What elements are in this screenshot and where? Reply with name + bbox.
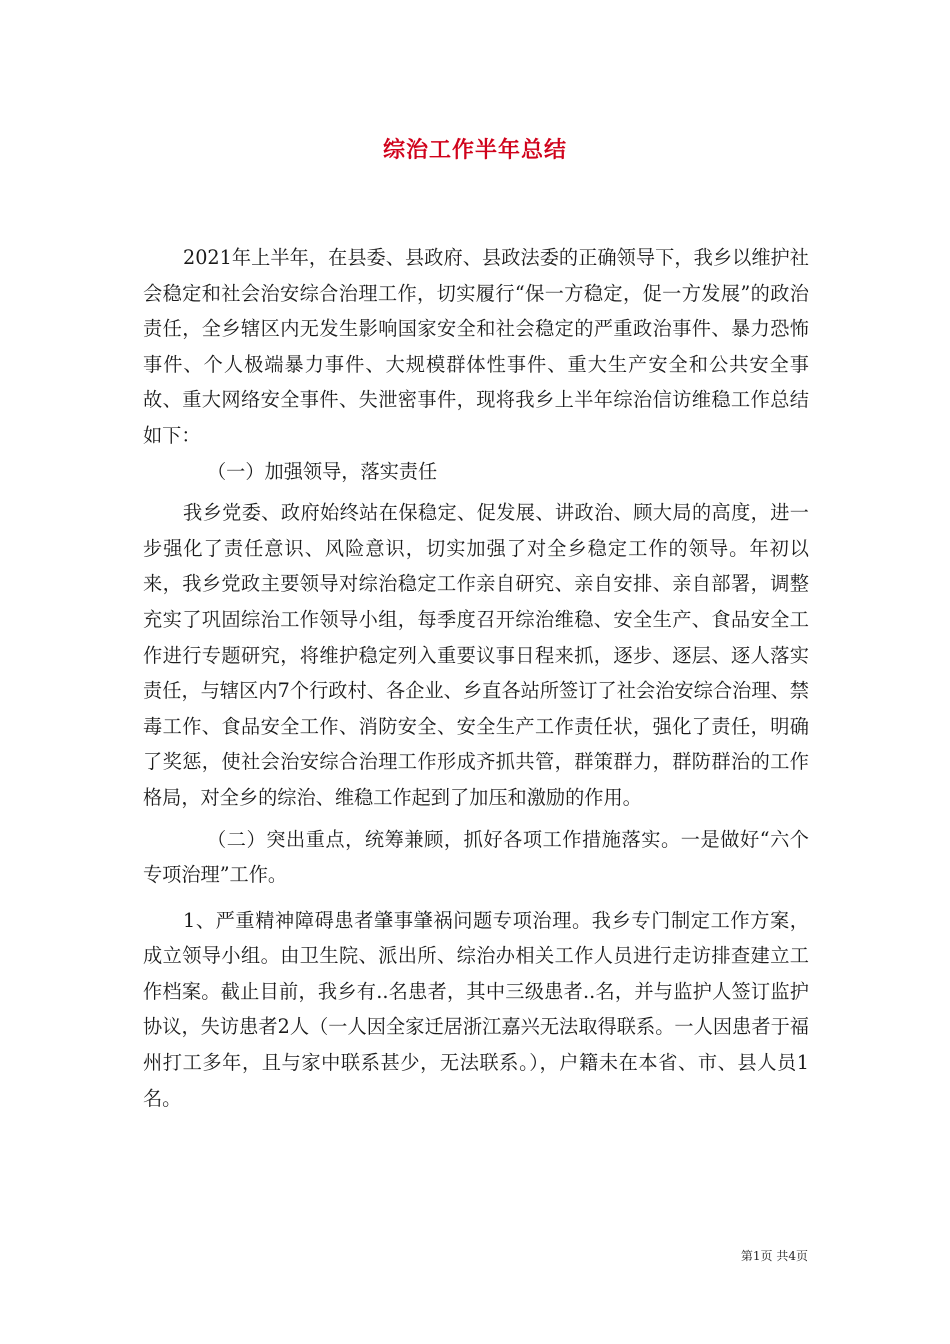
page-number: 第1页 共4页 [740,1249,808,1263]
document-title: 综治工作半年总结 [382,137,567,163]
section-heading-2: （二）突出重点，统筹兼顾，抓好各项工作措施落实。一是做好“六个专项治理”工作。 [143,827,809,887]
paragraph-intro: 2021年上半年，在县委、县政府、县政法委的正确领导下，我乡以维护社会稳定和社会治安综合治理工作，切实履行“保一方稳定，促一方发展”的政治责任，全乡辖区内无发生影响国家安全和社会稳定的严重政治事件、暴力恐怖事件、个人极端暴力事件、大规模群体性事件、重大生产安全和公共安全事故、重大网络安全事件、失泄密事件，现将我乡上半年综治信访维稳工作总结如下： [143,246,809,447]
section-heading-1: （一）加强领导，落实责任 [207,459,438,483]
document-body [143,240,809,1116]
paragraph-leadership: 我乡党委、政府始终站在保稳定、促发展、讲政治、顾大局的高度，进一步强化了责任意识、风险意识，切实加强了对全乡稳定工作的领导。年初以来，我乡党政主要领导对综治稳定工作亲自研究、亲自安排、亲自部署，调整充实了巩固综治工作领导小组，每季度召开综治维稳、安全生产、食品安全工作进行专题研究，将维护稳定列入重要议事日程来抓，逐步、逐层、逐人落实责任，与辖区内7个行政村、各企业、乡直各站所签订了社会治安综合治理、禁毒工作、食品安全工作、消防安全、安全生产工作责任状，强化了责任，明确了奖惩，使社会治安综合治理工作形成齐抓共管，群策群力，群防群治的工作格局，对全乡的综治、维稳工作起到了加压和激励的作用。 [143,501,809,809]
paragraph-mental-health: 1、严重精神障碍患者肇事肇祸问题专项治理。我乡专门制定工作方案，成立领导小组。由卫生院、派出所、综治办相关工作人员进行走访排查建立工作档案。截止目前，我乡有..名患者，其中三级患者..名，并与监护人签订监护协议，失访患者2人（一人因全家迁居浙江嘉兴无法取得联系。一人因患者于福州打工多年，且与家中联系甚少，无法联系。），户籍未在本省、市、县人员1名。 [143,908,809,1110]
